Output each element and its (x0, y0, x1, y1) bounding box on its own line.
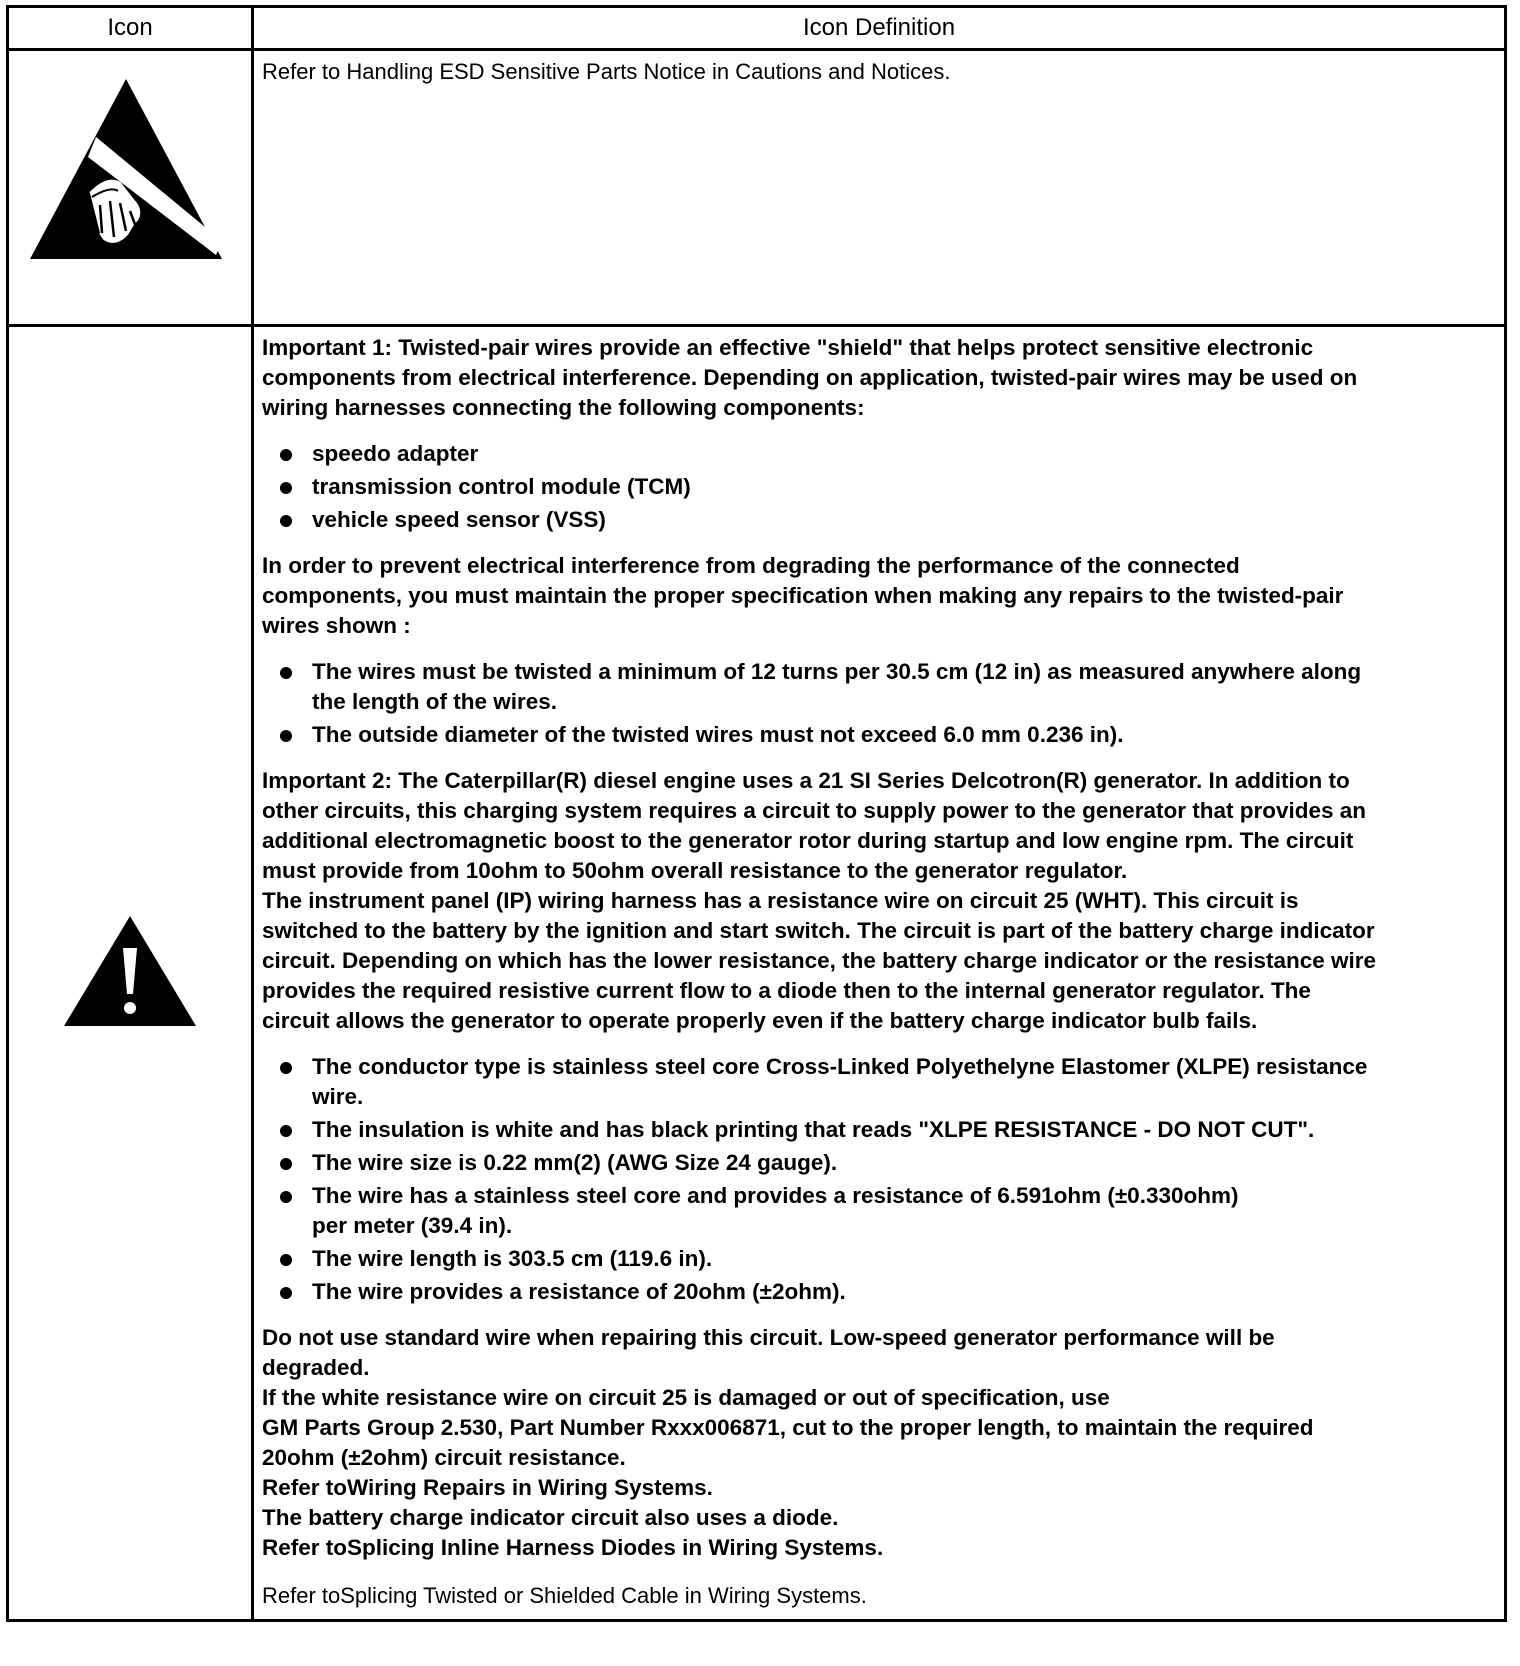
header-icon-definition: Icon Definition (253, 7, 1506, 50)
list-item: The conductor type is stainless steel core Cross-Linked Polyethelyne Elastomer (XLPE) resistance wire. (312, 1052, 1496, 1112)
important2-paragraph: Important 2: The Caterpillar(R) diesel engine uses a 21 SI Series Delcotron(R) generator. In addition to other circuits, this charging system requires a circuit to supply power to the generator that provides an additional electromagnetic boost to the generator rotor during startup and low engine rpm. The circuit must provide from 10ohm to 50ohm overall resistance to the generator regulator. The instrument panel (IP) wiring harness has a resistance wire on circuit 25 (WHT). This circuit is switched to the battery by the ignition and start switch. The circuit is part of the battery charge indicator circuit. Depending on which has the lower resistance, the battery charge indicator or the resistance wire provides the required resistive current flow to a diode then to the internal generator regulator. The circuit allows the generator to operate properly even if the battery charge indicator bulb fails. (262, 768, 1377, 1033)
table-row-esd (8, 50, 1506, 326)
esd-reference-text: Refer to Handling ESD Sensitive Parts Notice in Cautions and Notices. (262, 59, 951, 84)
important2-closing: Do not use standard wire when repairing this circuit. Low-speed generator performance will be degraded. If the white resistance wire on circuit 25 is damaged or out of specification, use GM Parts Group 2.530, Part Number Rxxx006871, cut to the proper length, to maintain the required 20ohm (±2ohm) circuit resistance. Refer toWiring Repairs in Wiring Systems. The battery charge indicator circuit also uses a diode. Refer toSplicing Inline Harness Diodes in Wiring Systems. (262, 1325, 1314, 1560)
list-item: The wire has a stainless steel core and provides a resistance of 6.591ohm (±0.330ohm) per meter (39.4 in). (312, 1181, 1496, 1241)
final-reference-text: Refer toSplicing Twisted or Shielded Cable in Wiring Systems. (262, 1583, 867, 1608)
icon-definition-table (6, 5, 1507, 1622)
resistance-wire-spec-list (262, 1052, 1496, 1307)
list-item: The insulation is white and has black printing that reads "XLPE RESISTANCE - DO NOT CUT". (312, 1115, 1496, 1145)
header-row (8, 7, 1506, 50)
definition-cell-caution (253, 326, 1506, 1621)
twisted-pair-spec-list (262, 657, 1496, 750)
important1-spec-intro: In order to prevent electrical interference from degrading the performance of the connected components, you must maintain the proper specification when making any repairs to the twisted-pair wires shown : (262, 553, 1344, 638)
spacer (262, 1563, 1496, 1581)
list-item: The wire provides a resistance of 20ohm (±2ohm). (312, 1277, 1496, 1307)
icon-cell (8, 326, 253, 1621)
definition-cell-esd (253, 50, 1506, 326)
important1-intro: Important 1: Twisted-pair wires provide an effective "shield" that helps protect sensitive electronic components from electrical interference. Depending on application, twisted-pair wires may be used on wiring harnesses connecting the following components: (262, 335, 1358, 420)
list-item: transmission control module (TCM) (312, 472, 1496, 502)
header-icon: Icon (8, 7, 253, 50)
esd-hand-triangle-icon (30, 73, 230, 263)
icon-cell (8, 50, 253, 326)
list-item: The wire length is 303.5 cm (119.6 in). (312, 1244, 1496, 1274)
list-item: The outside diameter of the twisted wires must not exceed 6.0 mm 0.236 in). (312, 720, 1496, 750)
table-row-caution (8, 326, 1506, 1621)
component-list (262, 439, 1496, 535)
list-item: The wires must be twisted a minimum of 12 turns per 30.5 cm (12 in) as measured anywhere along the length of the wires. (312, 657, 1496, 717)
list-item: The wire size is 0.22 mm(2) (AWG Size 24 gauge). (312, 1148, 1496, 1178)
list-item: vehicle speed sensor (VSS) (312, 505, 1496, 535)
list-item: speedo adapter (312, 439, 1496, 469)
caution-triangle-icon (63, 914, 197, 1028)
